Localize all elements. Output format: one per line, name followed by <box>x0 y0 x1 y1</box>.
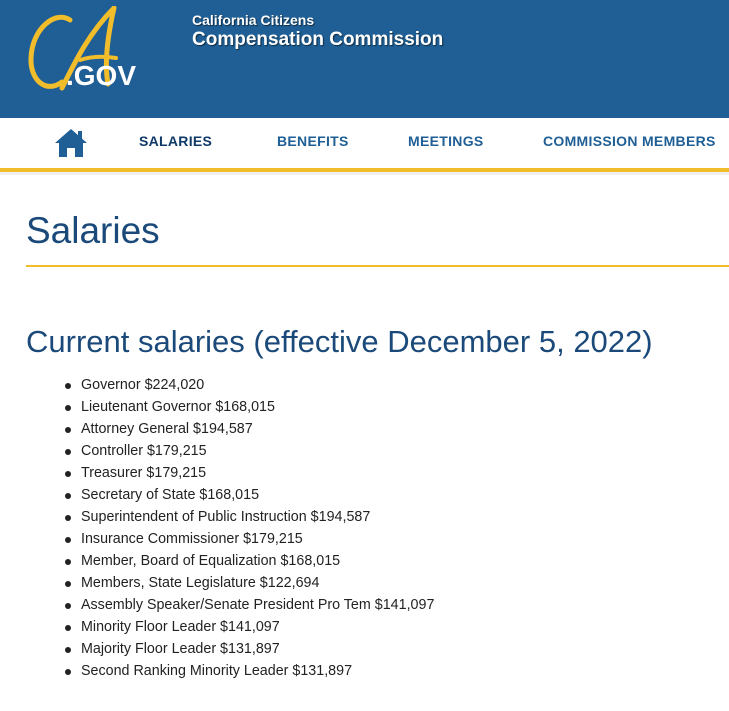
list-item: Attorney General $194,587 <box>81 418 434 440</box>
site-title-line2: Compensation Commission <box>192 29 444 50</box>
list-item: Members, State Legislature $122,694 <box>81 572 434 594</box>
list-item: Majority Floor Leader $131,897 <box>81 638 434 660</box>
list-item: Member, Board of Equalization $168,015 <box>81 550 434 572</box>
nav-commission-members[interactable]: COMMISSION MEMBERS <box>543 133 716 149</box>
nav-salaries[interactable]: SALARIES <box>139 133 213 149</box>
nav-meetings[interactable]: MEETINGS <box>408 133 484 149</box>
page-title: Salaries <box>26 210 160 251</box>
list-item: Assembly Speaker/Senate President Pro Tem $141,097 <box>81 594 434 616</box>
site-title[interactable] <box>192 11 443 51</box>
list-item: Governor $224,020 <box>81 374 434 396</box>
list-item: Insurance Commissioner $179,215 <box>81 528 434 550</box>
title-divider <box>26 265 729 267</box>
list-item: Treasurer $179,215 <box>81 462 434 484</box>
salary-list <box>81 374 434 682</box>
list-item: Lieutenant Governor $168,015 <box>81 396 434 418</box>
nav-shadow <box>0 172 729 175</box>
site-title-line1: California Citizens <box>192 12 315 28</box>
nav-benefits[interactable]: BENEFITS <box>277 133 349 149</box>
section-title: Current salaries (effective December 5, 2022) <box>26 324 653 359</box>
site-header <box>0 0 729 118</box>
svg-text:.GOV: .GOV <box>66 60 137 91</box>
ca-gov-logo[interactable] <box>26 6 146 96</box>
list-item: Second Ranking Minority Leader $131,897 <box>81 660 434 682</box>
list-item: Controller $179,215 <box>81 440 434 462</box>
list-item: Superintendent of Public Instruction $194,587 <box>81 506 434 528</box>
home-icon[interactable] <box>54 128 88 158</box>
list-item: Minority Floor Leader $141,097 <box>81 616 434 638</box>
list-item: Secretary of State $168,015 <box>81 484 434 506</box>
